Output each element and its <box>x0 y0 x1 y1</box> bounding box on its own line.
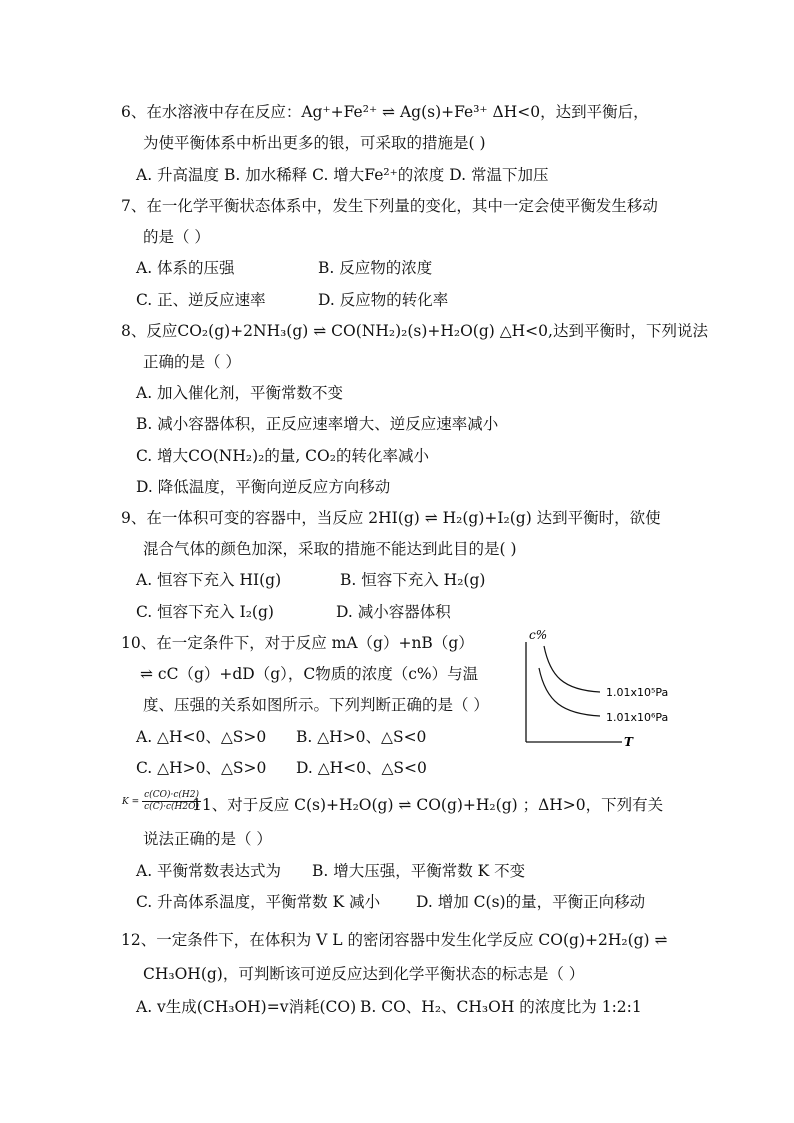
q9-stem-line2: 混合气体的颜色加深，采取的措施不能达到此目的是( ) <box>143 540 517 558</box>
q11-option-c: C. 升高体系温度，平衡常数 K 减小 <box>136 893 381 911</box>
k-denominator: c(C)·c(H2O) <box>144 802 199 812</box>
q12-option-a: A. v生成(CH₃OH)=v消耗(CO) <box>136 998 357 1016</box>
q11-option-b: B. 增大压强，平衡常数 K 不变 <box>312 862 526 880</box>
q11-stem-line1: 11、对于反应 C(s)+H₂O(g) ⇌ CO(g)+H₂(g) ；ΔH>0，下列有关 <box>192 796 664 814</box>
q9-option-c: C. 恒容下充入 I₂(g) <box>136 603 274 621</box>
q10-stem-line2: ⇌ cC（g）+dD（g），C物质的浓度（c%）与温 <box>140 665 479 683</box>
q7-option-b: B. 反应物的浓度 <box>318 259 433 277</box>
q9-option-b: B. 恒容下充入 H₂(g) <box>340 571 486 589</box>
q6-options: A. 升高温度 B. 加水稀释 C. 增大Fe²⁺的浓度 D. 常温下加压 <box>136 166 549 184</box>
q6-stem-line2: 为使平衡体系中析出更多的银，可采取的措施是( ) <box>143 134 486 152</box>
q11-option-a: A. 平衡常数表达式为 <box>136 862 282 880</box>
graph-curve-high-pressure <box>539 668 600 716</box>
q11-k-formula <box>122 790 201 813</box>
k-numerator: c(CO)·c(H2) <box>144 790 199 800</box>
q7-option-c: C. 正、逆反应速率 <box>136 291 266 309</box>
q7-stem-line2: 的是（ ） <box>143 228 210 246</box>
q9-option-a: A. 恒容下充入 HI(g) <box>136 571 282 589</box>
q10-option-a: A. △H<0、△S>0 <box>136 728 267 746</box>
q10-option-c: C. △H>0、△S>0 <box>136 759 267 777</box>
q12-stem-line1: 12、一定条件下，在体积为 V L 的密闭容器中发生化学反应 CO(g)+2H₂(g) ⇌ <box>121 931 668 949</box>
graph-curve1-label: 1.01x10⁵Pa <box>606 686 669 699</box>
q8-option-c: C. 增大CO(NH₂)₂的量, CO₂的转化率减小 <box>136 447 429 465</box>
q12-stem-line2: CH₃OH(g)，可判断该可逆反应达到化学平衡状态的标志是（ ） <box>143 965 585 983</box>
q8-stem-line2: 正确的是（ ） <box>143 353 241 371</box>
q9-option-d: D. 减小容器体积 <box>336 603 451 621</box>
q8-stem-line1: 8、反应CO₂(g)+2NH₃(g) ⇌ CO(NH₂)₂(s)+H₂O(g) △H<0,达到平衡时，下列说法 <box>121 322 708 340</box>
k-prefix: K = <box>122 796 140 807</box>
q8-option-a: A. 加入催化剂，平衡常数不变 <box>136 384 344 402</box>
q8-option-d: D. 降低温度，平衡向逆反应方向移动 <box>136 478 391 496</box>
q7-stem-line1: 7、在一化学平衡状态体系中，发生下列量的变化，其中一定会使平衡发生移动 <box>121 197 658 215</box>
q6-stem-line1: 6、在水溶液中存在反应：Ag⁺+Fe²⁺ ⇌ Ag(s)+Fe³⁺ ΔH<0，达到平衡后， <box>121 103 649 121</box>
q11-option-d: D. 增加 C(s)的量，平衡正向移动 <box>416 893 646 911</box>
graph-y-label: c% <box>529 628 548 642</box>
q9-stem-line1: 9、在一体积可变的容器中，当反应 2HI(g) ⇌ H₂(g)+I₂(g) 达到平衡时，欲使 <box>121 509 661 527</box>
q10-stem-line1: 10、在一定条件下，对于反应 mA（g）+nB（g） <box>121 634 474 652</box>
q10-option-d: D. △H<0、△S<0 <box>296 759 427 777</box>
q11-stem-line2: 说法正确的是（ ） <box>143 830 272 848</box>
q7-option-d: D. 反应物的转化率 <box>318 291 449 309</box>
graph-curve2-label: 1.01x10⁶Pa <box>606 711 669 724</box>
q7-option-a: A. 体系的压强 <box>136 259 235 277</box>
q12-option-b: B. CO、H₂、CH₃OH 的浓度比为 1:2:1 <box>360 998 642 1016</box>
graph-x-label: T <box>624 735 633 749</box>
q10-option-b: B. △H>0、△S<0 <box>296 728 427 746</box>
q8-option-b: B. 减小容器体积，正反应速率增大、逆反应速率减小 <box>136 415 499 433</box>
graph-curve-low-pressure <box>544 646 600 692</box>
q10-concentration-graph <box>518 628 678 754</box>
q10-stem-line3: 度、压强的关系如图所示。下列判断正确的是（ ） <box>143 696 489 714</box>
